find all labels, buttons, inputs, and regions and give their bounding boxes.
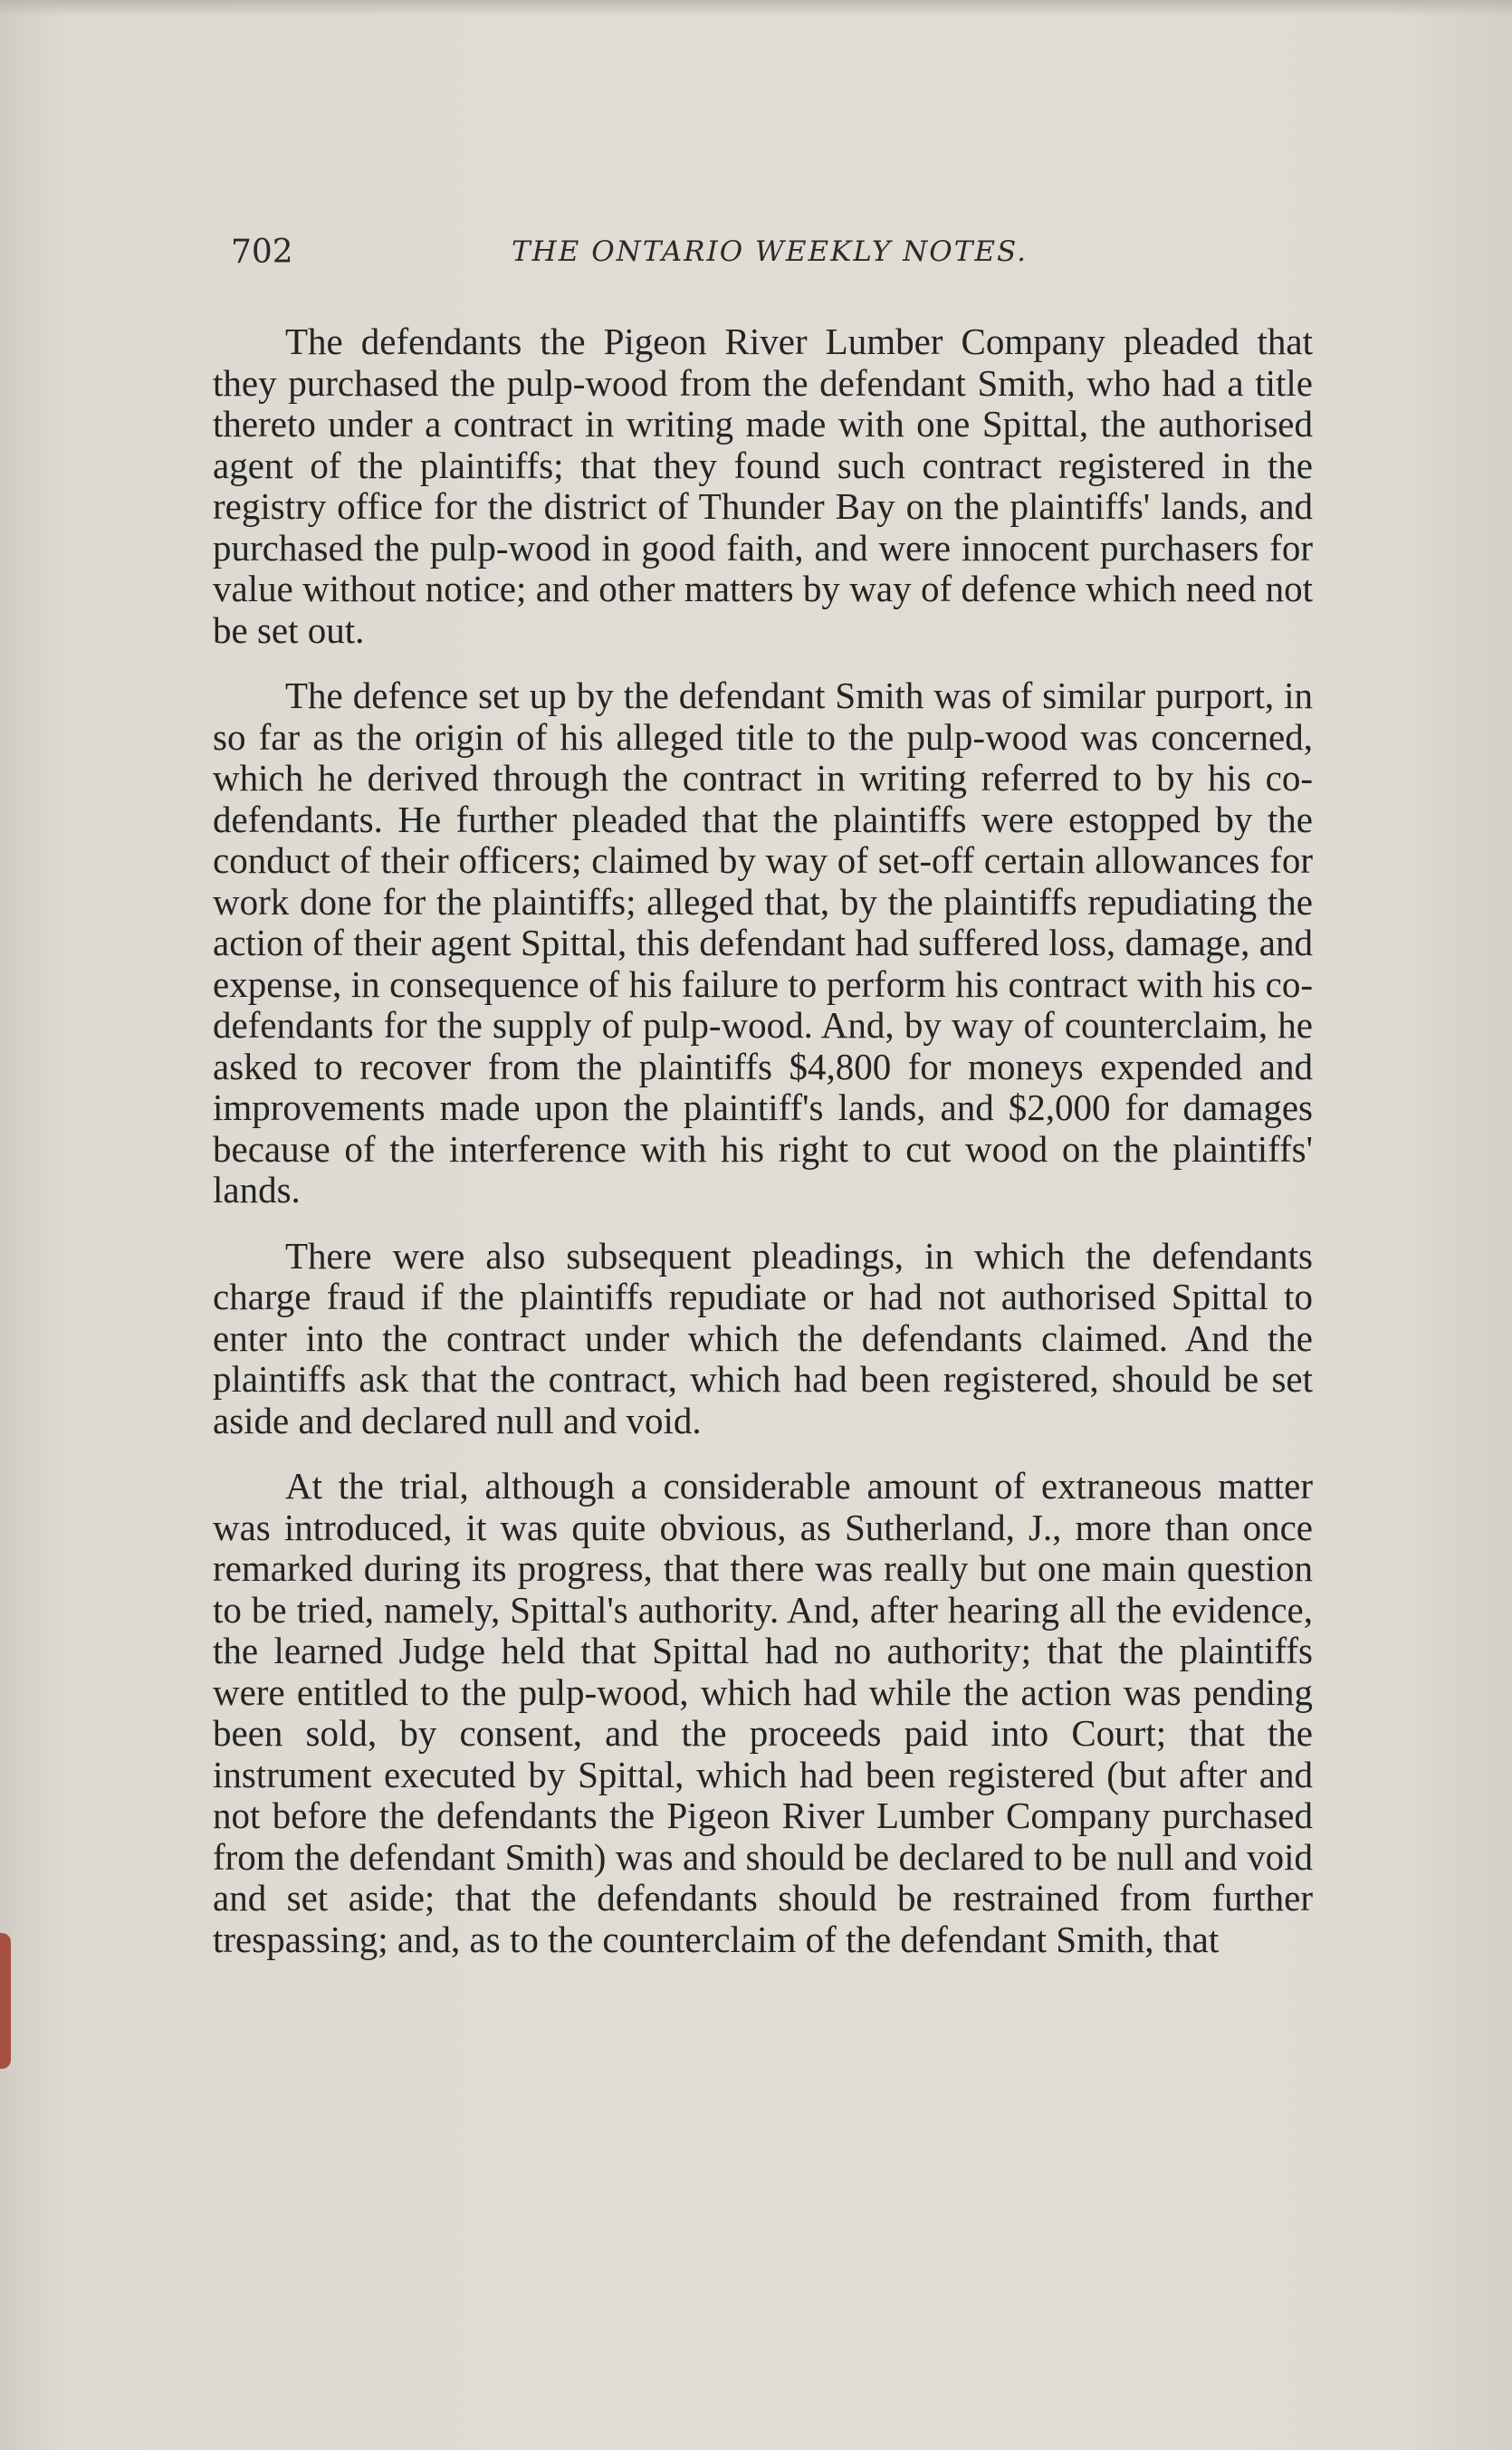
page-header (231, 234, 1322, 279)
body-text (213, 321, 1313, 1985)
page-number: 702 (231, 234, 293, 271)
page-edge-mark (0, 1933, 11, 2069)
running-title: THE ONTARIO WEEKLY NOTES. (512, 235, 1028, 268)
paragraph-1: The defendants the Pigeon River Lumber Company pleaded that they purchased the pulp-wood from the defendant Smith, who had a title thereto under a contract in writing made with one Spittal, the authorised agent of the plaintiffs; that they found such contract registered in the registry office for the district of Thunder Bay on the plaintiffs' lands, and purchased the pulp-wood in good faith, and were innocent purchasers for value without notice; and other matters by way of defence which need not be set out. (213, 321, 1313, 651)
paragraph-3: There were also subsequent pleadings, in which the defendants charge fraud if the plaintiffs repudiate or had not authorised Spittal to enter into the contract under which the defendants claimed. And the plaintiffs ask that the contract, which had been registered, should be set aside and declared null and void. (213, 1234, 1313, 1441)
paragraph-2: The defence set up by the defendant Smith was of similar purport, in so far as the origin of his alleged title to the pulp-wood was concerned, which he derived through the contract in writing referred to by his co-defendants. He further pleaded that the plaintiffs were estopped by the conduct of their officers; claimed by way of set-off certain allowances for work done for the plaintiffs; alleged that, by the plaintiffs repudiating the action of their agent Spittal, this defendant had suffered loss, damage, and expense, in consequence of his failure to perform his contract with his co-defendants for the supply of pulp-wood. And, by way of counterclaim, he asked to recover from the plaintiffs $4,800 for moneys expended and improvements made upon the plaintiff's lands, and $2,000 for damages because of the interference with his right to cut wood on the plaintiffs' lands. (213, 675, 1313, 1211)
paragraph-4: At the trial, although a considerable amount of extraneous matter was introduced, it was quite obvious, as Sutherland, J., more than once remarked during its progress, that there was really but one main question to be tried, namely, Spittal's authority. And, after hearing all the evidence, the learned Judge held that Spittal had no authority; that the plaintiffs were entitled to the pulp-wood, which had while the action was pending been sold, by consent, and the proceeds paid into Court; that the instrument executed by Spittal, which had been registered (but after and not before the defendants the Pigeon River Lumber Company purchased from the defendant Smith) was and should be declared to be null and void and set aside; that the defendants should be restrained from further trespassing; and, as to the counterclaim of the defendant Smith, that (213, 1465, 1313, 1960)
page-top-edge (0, 0, 1512, 16)
